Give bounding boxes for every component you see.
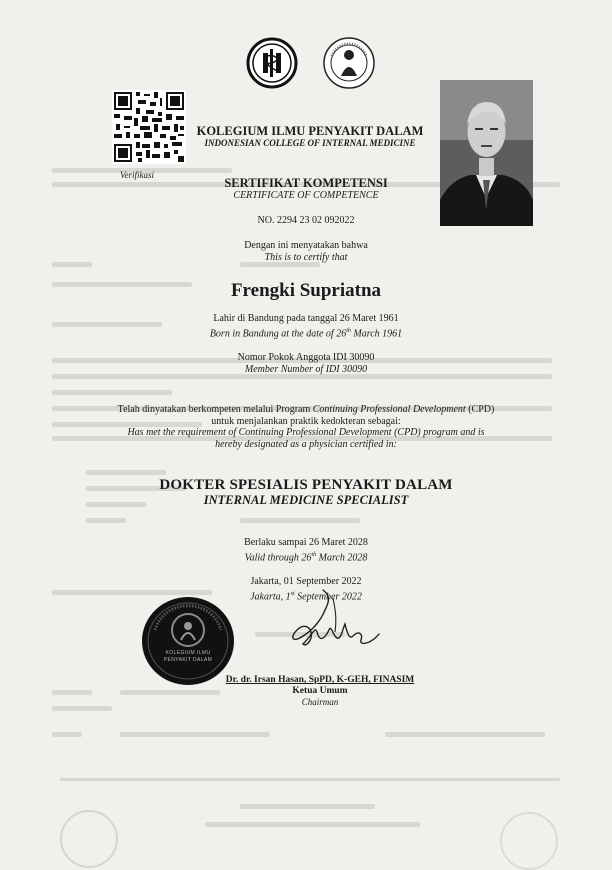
- member-number-english: Member Number of IDI 30090: [244, 364, 368, 375]
- certificate-number: NO. 2294 23 02 092022: [257, 215, 355, 226]
- verification-qr-code[interactable]: [112, 90, 186, 164]
- validity-date-english: Valid through 26th March 2028: [244, 552, 368, 564]
- member-number: Nomor Pokok Anggota IDI 30090: [237, 352, 375, 363]
- certificate-title: SERTIFIKAT KOMPETENSI: [224, 176, 388, 190]
- org-name: KOLEGIUM ILMU PENYAKIT DALAM: [196, 124, 424, 138]
- bleed-through-emblem: [60, 810, 118, 868]
- specialty-title-english: INTERNAL MEDICINE SPECIALIST: [203, 493, 409, 507]
- competency-statement-english-line2: hereby designated as a physician certified in:: [215, 438, 397, 450]
- validity-date: Berlaku sampai 26 Maret 2028: [244, 537, 368, 548]
- competency-statement: Telah dinyatakan berkompeten melalui Program Continuing Professional Development (CPD): [117, 404, 495, 415]
- certificate-title-english: CERTIFICATE OF COMPETENCE: [233, 190, 379, 201]
- certify-statement: Dengan ini menyatakan bahwa: [244, 240, 368, 251]
- competency-statement-line2: untuk menjalankan praktik kedokteran sebagai:: [211, 415, 401, 427]
- kolegium-emblem: [322, 36, 376, 95]
- org-name-english: INDONESIAN COLLEGE OF INTERNAL MEDICINE: [204, 138, 416, 148]
- bleed-through-emblem: [500, 812, 558, 870]
- verification-label: Verifikasi: [120, 170, 154, 180]
- recipient-photo: [440, 80, 533, 226]
- specialty-title: DOKTER SPESIALIS PENYAKIT DALAM: [159, 477, 453, 493]
- signatory-name: Dr. dr. Irsan Hasan, SpPD, K-GEH, FINASIM: [225, 675, 415, 685]
- recipient-name: Frengki Supriatna: [230, 280, 382, 301]
- issue-place-date: Jakarta, 01 September 2022: [250, 576, 362, 587]
- issue-place-date-english: Jakarta, 1st September 2022: [250, 591, 362, 603]
- idi-logo: [246, 37, 298, 94]
- competency-statement-english: Has met the requirement of Continuing Professional Development (CPD) program and is: [127, 427, 485, 438]
- birth-info-english: Born in Bandung at the date of 26th March 1961: [209, 328, 403, 340]
- seal-text: KOLEGIUM ILMU PENYAKIT DALAM: [163, 650, 213, 663]
- signatory-role: Ketua Umum: [292, 686, 348, 696]
- birth-info: Lahir di Bandung pada tanggal 26 Maret 1961: [213, 313, 399, 324]
- signatory-role-english: Chairman: [301, 697, 339, 707]
- certify-statement-english: This is to certify that: [264, 252, 348, 263]
- chairman-signature: [283, 588, 383, 675]
